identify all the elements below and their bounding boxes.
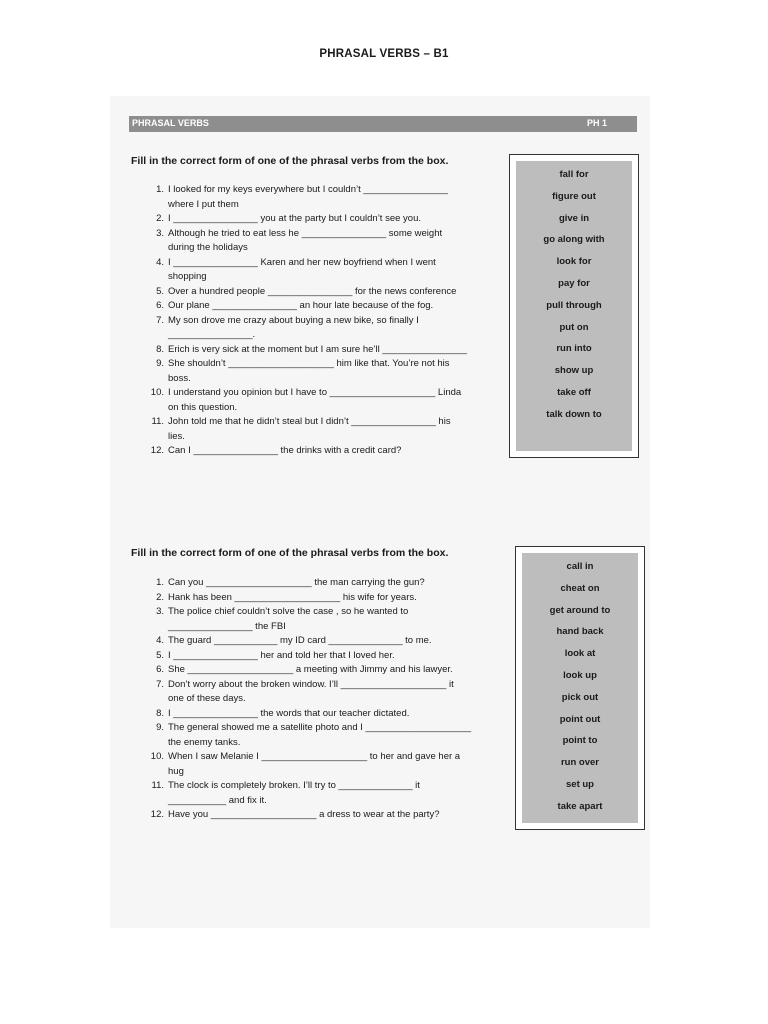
question-continuation-line xyxy=(148,372,467,387)
phrasal-verb-option: take off xyxy=(557,387,591,398)
question-continuation-line xyxy=(148,736,471,751)
question-text: one of these days. xyxy=(168,693,246,704)
question-line xyxy=(148,605,471,620)
question-line xyxy=(148,386,467,401)
question-continuation-line xyxy=(148,692,471,707)
question-line xyxy=(148,183,467,198)
phrasal-verb-option: get around to xyxy=(549,604,611,616)
exercise-1-instruction: Fill in the correct form of one of the phrasal verbs from the box. xyxy=(131,155,449,167)
question-text: The guard ____________ my ID card ______________ to me. xyxy=(168,635,432,646)
question-line xyxy=(148,212,467,227)
question-number: 7. xyxy=(156,314,164,326)
question-text: Over a hundred people ________________ for the news conference xyxy=(168,285,457,297)
question-line xyxy=(148,314,467,329)
question-text: I ________________ you at the party but I couldn’t see you. xyxy=(168,213,421,224)
phrasal-verb-option: run into xyxy=(556,343,592,355)
question-number: 3. xyxy=(156,227,164,239)
question-text: The clock is completely broken. I’ll try to ______________ it xyxy=(168,780,420,791)
question-number: 4. xyxy=(156,635,164,646)
question-line xyxy=(148,634,471,649)
question-number: 11. xyxy=(151,416,164,427)
question-text: When I saw Melanie I ____________________ to her and gave her a xyxy=(168,751,461,762)
question-text: My son drove me crazy about buying a new bike, so finally I xyxy=(168,314,419,326)
question-text: I ________________ Karen and her new boyfriend when I went xyxy=(168,256,436,268)
question-line xyxy=(148,357,467,372)
question-number: 3. xyxy=(156,606,164,617)
question-text: The police chief couldn’t solve the case , so he wanted to xyxy=(168,606,409,617)
question-text: on this question. xyxy=(168,401,238,413)
question-continuation-line xyxy=(148,241,467,256)
question-number: 8. xyxy=(156,343,164,355)
question-line xyxy=(148,721,471,736)
question-continuation-line xyxy=(148,794,471,809)
question-number: 6. xyxy=(156,300,164,311)
question-text: Erich is very sick at the moment but I am sure he’ll ________________ xyxy=(168,343,467,355)
question-text: ________________ the FBI xyxy=(168,620,286,632)
phrasal-verb-option: cheat on xyxy=(560,582,600,594)
question-number: 9. xyxy=(156,722,164,733)
question-number: 12. xyxy=(150,809,164,820)
exercise-1-word-box xyxy=(509,154,639,458)
phrasal-verb-option: give in xyxy=(558,212,590,224)
exercise-2-word-box xyxy=(515,546,645,830)
question-line xyxy=(148,678,471,693)
phrasal-verb-option: look up xyxy=(563,670,597,681)
question-text: lies. xyxy=(168,430,185,442)
question-text: I understand you opinion but I have to ____________________ Linda xyxy=(168,387,462,398)
question-text: ________________. xyxy=(168,329,256,340)
question-line xyxy=(148,649,471,664)
question-text: Our plane ________________ an hour late because of the fog. xyxy=(168,300,434,311)
question-text: She ____________________ a meeting with Jimmy and his lawyer. xyxy=(168,664,453,675)
question-text: Although he tried to eat less he ________________ some weight xyxy=(168,227,443,239)
exercise-1-list xyxy=(148,183,467,459)
question-text: the enemy tanks. xyxy=(168,736,241,748)
phrasal-verb-option: pull through xyxy=(546,299,602,311)
question-text: Can you ____________________ the man carrying the gun? xyxy=(168,577,425,588)
question-continuation-line xyxy=(148,198,467,213)
question-text: Can I ________________ the drinks with a credit card? xyxy=(168,445,402,456)
phrasal-verb-option: go along with xyxy=(543,234,605,246)
question-line xyxy=(148,227,467,242)
document-title: PHRASAL VERBS – B1 xyxy=(319,48,449,60)
question-number: 10. xyxy=(150,751,164,762)
phrasal-verb-option: put on xyxy=(559,321,589,333)
question-number: 1. xyxy=(156,184,164,195)
exercise-2-instruction: Fill in the correct form of one of the phrasal verbs from the box. xyxy=(131,547,449,559)
question-continuation-line xyxy=(148,401,467,416)
question-number: 4. xyxy=(156,256,164,268)
question-text: She shouldn’t ____________________ him like that. You’re not his xyxy=(168,358,450,369)
question-text: The general showed me a satellite photo and I ____________________ xyxy=(168,722,472,733)
question-line xyxy=(148,576,471,591)
phrasal-verb-option: figure out xyxy=(552,190,596,202)
phrasal-verb-option: run over xyxy=(560,757,599,769)
question-text: I ________________ her and told her that I loved her. xyxy=(168,649,395,661)
question-text: John told me that he didn’t steal but I didn’t ________________ his xyxy=(168,416,451,427)
question-line xyxy=(148,750,471,765)
question-continuation-line xyxy=(148,430,467,445)
question-line xyxy=(148,343,467,358)
question-number: 2. xyxy=(156,213,164,224)
question-line xyxy=(148,707,471,722)
question-number: 8. xyxy=(156,707,164,719)
question-continuation-line xyxy=(148,620,471,635)
question-number: 6. xyxy=(156,664,164,675)
phrasal-verb-option: show up xyxy=(554,365,594,377)
question-line xyxy=(148,444,467,459)
question-text: during the holidays xyxy=(168,242,248,253)
question-line xyxy=(148,808,471,823)
question-text: I looked for my keys everywhere but I couldn’t ________________ xyxy=(168,184,448,195)
phrasal-verb-option: point out xyxy=(559,713,601,725)
phrasal-verb-option: point to xyxy=(562,735,598,747)
question-line xyxy=(148,591,471,606)
question-line xyxy=(148,285,467,300)
header-bar-title: PHRASAL VERBS xyxy=(132,118,209,128)
question-line xyxy=(148,663,471,678)
header-bar xyxy=(129,116,637,132)
phrasal-verb-option: hand back xyxy=(556,626,604,638)
question-text: where I put them xyxy=(168,198,239,210)
question-text: hug xyxy=(168,765,184,777)
question-number: 5. xyxy=(156,649,164,661)
question-line xyxy=(148,779,471,794)
header-bar-code: PH 1 xyxy=(586,118,607,128)
question-text: Hank has been ____________________ his wife for years. xyxy=(168,591,417,603)
question-number: 9. xyxy=(156,358,164,369)
question-line xyxy=(148,415,467,430)
question-number: 1. xyxy=(156,577,164,588)
question-line xyxy=(148,256,467,271)
word-box-fill xyxy=(516,161,632,451)
exercise-2-list xyxy=(148,576,471,823)
word-box-fill xyxy=(522,553,638,823)
question-text: ___________ and fix it. xyxy=(168,794,267,806)
question-continuation-line xyxy=(148,270,467,285)
question-number: 2. xyxy=(156,591,164,603)
phrasal-verb-option: call in xyxy=(566,561,594,572)
phrasal-verb-option: talk down to xyxy=(546,408,602,420)
question-text: I ________________ the words that our teacher dictated. xyxy=(168,707,410,719)
phrasal-verb-option: look for xyxy=(556,256,592,268)
question-number: 12. xyxy=(150,445,164,456)
question-number: 5. xyxy=(156,285,164,297)
question-text: shopping xyxy=(168,271,207,282)
question-text: boss. xyxy=(168,372,191,384)
phrasal-verb-option: pick out xyxy=(561,691,599,703)
question-continuation-line xyxy=(148,328,467,343)
question-number: 7. xyxy=(156,678,164,690)
question-line xyxy=(148,299,467,314)
question-text: Don’t worry about the broken window. I’ll ____________________ it xyxy=(168,678,454,690)
phrasal-verb-option: pay for xyxy=(558,278,590,289)
phrasal-verb-option: fall for xyxy=(559,169,589,180)
phrasal-verb-option: look at xyxy=(564,648,596,660)
question-text: Have you ____________________ a dress to wear at the party? xyxy=(168,809,440,820)
phrasal-verb-option: take apart xyxy=(557,800,603,812)
question-number: 10. xyxy=(150,387,164,398)
question-continuation-line xyxy=(148,765,471,780)
phrasal-verb-option: set up xyxy=(566,779,594,790)
question-number: 11. xyxy=(151,780,164,791)
